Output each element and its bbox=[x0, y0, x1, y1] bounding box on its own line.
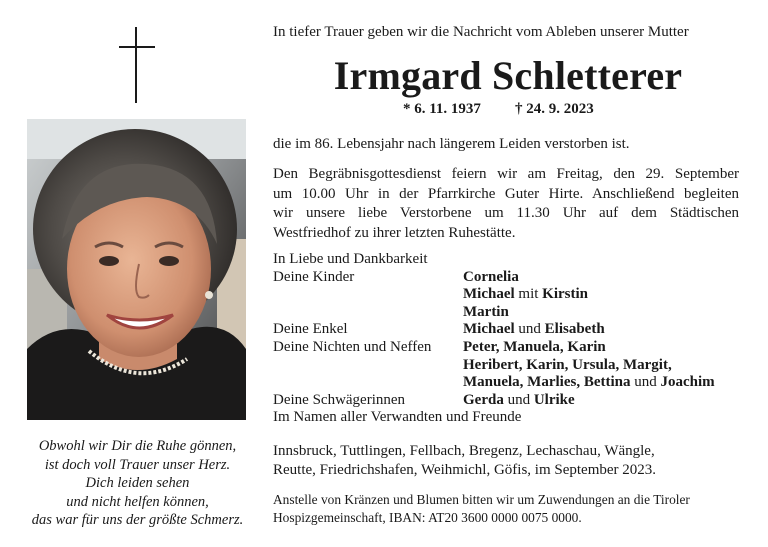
grandchildren-label: Deine Enkel bbox=[273, 321, 348, 338]
partner-name: Kirstin bbox=[542, 286, 589, 303]
age-line: die im 86. Lebensjahr nach längerem Leiden verstorben ist. bbox=[273, 136, 630, 152]
grandchild-name: Elisabeth bbox=[544, 321, 605, 338]
mourners-list bbox=[273, 251, 743, 427]
places-line: Innsbruck, Tuttlingen, Fellbach, Bregenz, Lechaschau, Wängle, bbox=[273, 443, 655, 459]
greeting: In Liebe und Dankbarkeit bbox=[273, 251, 428, 267]
connector: mit bbox=[518, 286, 539, 303]
memorial-quote bbox=[6, 437, 269, 530]
notice-line: Anstelle von Kränzen und Blumen bitten wir um Zuwendungen an die Tiroler bbox=[273, 492, 690, 507]
child-name: Martin bbox=[463, 303, 509, 320]
children-label: Deine Kinder bbox=[273, 268, 355, 285]
relatives-line: Im Namen aller Verwandten und Freunde bbox=[273, 409, 522, 426]
grandchild-name: Michael bbox=[463, 321, 515, 338]
inlaw-name: Ulrike bbox=[533, 391, 575, 408]
funeral-line: Westfriedhof zu ihrer letzten Ruhestätte. bbox=[273, 224, 516, 241]
quote-line: und nicht helfen können, bbox=[66, 493, 209, 510]
niece-names: Manuela, Marlies, Bettina bbox=[463, 374, 631, 391]
niece-names: Peter, Manuela, Karin bbox=[463, 338, 606, 355]
notice-line: Hospizgemeinschaft, IBAN: AT20 3600 0000 0075 0000. bbox=[273, 510, 582, 525]
places-line: Reutte, Friedrichshafen, Weihmichl, Göfis, im September 2023. bbox=[273, 462, 657, 478]
donation-notice bbox=[273, 491, 690, 527]
funeral-line: wir unsere liebe Verstorbene um 11.30 Uhr auf dem Städtischen bbox=[273, 205, 739, 221]
life-dates bbox=[403, 101, 594, 118]
places-block bbox=[273, 442, 656, 480]
cross-icon bbox=[119, 27, 155, 103]
deceased-name: Irmgard Schletterer bbox=[333, 53, 683, 98]
quote-line: Obwohl wir Dir die Ruhe gönnen, bbox=[38, 438, 237, 454]
quote-line: ist doch voll Trauer unser Herz. bbox=[44, 456, 231, 473]
child-name: Michael bbox=[463, 286, 515, 303]
intro-line: In tiefer Trauer geben wir die Nachricht vom Ableben unserer Mutter bbox=[273, 24, 689, 40]
death-date: † 24. 9. 2023 bbox=[514, 101, 594, 117]
connector: und bbox=[507, 391, 531, 408]
funeral-line: um 10.00 Uhr in der Pfarrkirche Guter Hirte. Anschließend begleiten bbox=[273, 185, 739, 202]
nieces-label: Deine Nichten und Neffen bbox=[273, 338, 432, 355]
funeral-line: Den Begräbnisgottesdienst feiern wir am Freitag, den 29. September bbox=[273, 166, 739, 182]
birth-date: * 6. 11. 1937 bbox=[403, 101, 481, 117]
quote-line: Dich leiden sehen bbox=[85, 475, 190, 491]
child-name: Cornelia bbox=[463, 268, 519, 285]
niece-names: Joachim bbox=[660, 374, 715, 391]
connector: und bbox=[518, 321, 541, 338]
quote-line: das war für uns der größte Schmerz. bbox=[31, 512, 244, 528]
connector: und bbox=[634, 374, 657, 391]
niece-names: Heribert, Karin, Ursula, Margit, bbox=[463, 356, 672, 373]
portrait-photo bbox=[27, 119, 246, 420]
inlaw-name: Gerda bbox=[463, 391, 504, 408]
funeral-paragraph bbox=[273, 165, 739, 243]
inlaws-label: Deine Schwägerinnen bbox=[273, 391, 406, 408]
